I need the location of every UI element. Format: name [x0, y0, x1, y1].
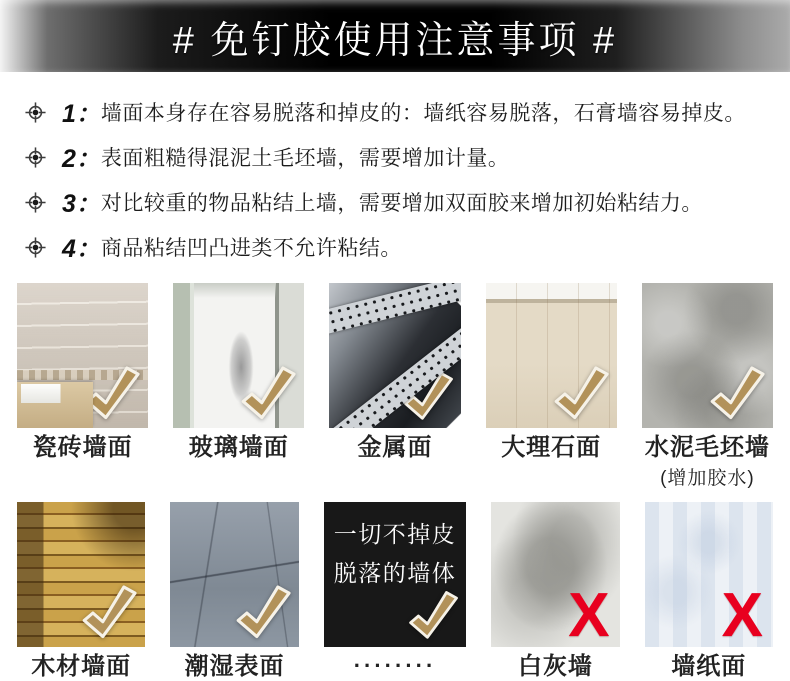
overlay-text-line: 脱落的墙体: [333, 560, 457, 587]
note-text: 对比较重的物品粘结上墙，需要增加双面胶来增加初始粘结力。: [100, 192, 703, 215]
notes-list: [24, 98, 790, 261]
check-icon: [405, 588, 461, 644]
surface-label: 水泥毛坯墙: [644, 434, 770, 461]
note-number: 3：: [62, 190, 101, 218]
surface-label: ········: [353, 653, 437, 679]
wallpaper-surface-photo: [645, 502, 773, 647]
surface-card-cement-rough-wall: [642, 283, 773, 490]
non-peeling-walls-card: [324, 502, 467, 647]
surface-grid-row1: [0, 283, 790, 490]
surface-card-wood-wall: [17, 502, 145, 680]
cement-rough-wall-photo: [642, 283, 773, 428]
crosshair-icon: [24, 236, 47, 259]
note-text: 商品粘结凹凸进类不允许粘结。: [100, 237, 402, 260]
metal-surface-photo: [329, 283, 460, 428]
crosshair-icon: [24, 146, 47, 169]
x-icon: X: [721, 581, 763, 648]
damp-surface-photo: [170, 502, 298, 647]
note-number: 4：: [62, 235, 101, 263]
lime-wall-photo: [491, 502, 619, 647]
surface-label: 木材墙面: [31, 653, 132, 681]
ceramic-tile-wall-photo: [17, 283, 148, 428]
note-number: 1：: [62, 100, 101, 128]
surface-card-metal-surface: [329, 283, 460, 490]
note-text: 墙面本身存在容易脱落和掉皮的：墙纸容易脱落，石膏墙容易掉皮。: [100, 102, 746, 125]
note-item-3: [24, 188, 790, 216]
surface-card-non-peeling-walls: [324, 502, 467, 680]
check-icon: [78, 582, 140, 644]
surface-label: 白灰墙: [517, 653, 593, 681]
surface-sublabel: (增加胶水): [660, 468, 755, 490]
check-icon: [706, 363, 768, 425]
surface-label: 金属面: [357, 434, 433, 461]
check-icon: [237, 363, 299, 425]
check-icon: [232, 582, 294, 644]
note-item-1: [24, 98, 790, 126]
crosshair-icon: [24, 101, 47, 124]
surface-label: 瓷砖墙面: [32, 434, 133, 461]
surface-card-wallpaper-surface: [645, 502, 773, 680]
page-title: # 免钉胶使用注意事项 #: [172, 19, 618, 62]
surface-card-marble-surface: [486, 283, 617, 490]
surface-card-damp-surface: [170, 502, 298, 680]
note-number: 2：: [62, 145, 101, 173]
marble-surface-photo: [486, 283, 617, 428]
surface-card-glass-wall: [173, 283, 304, 490]
header-banner: [0, 0, 790, 72]
surface-card-ceramic-tile-wall: [17, 283, 148, 490]
surface-label: 玻璃墙面: [188, 434, 289, 461]
wood-wall-photo: [17, 502, 145, 647]
glass-wall-photo: [173, 283, 304, 428]
check-icon: [81, 363, 143, 425]
note-text: 表面粗糙得混泥土毛坯墙，需要增加计量。: [100, 147, 510, 170]
overlay-text-line: 一切不掉皮: [333, 521, 457, 548]
crosshair-icon: [24, 191, 47, 214]
x-icon: X: [568, 581, 610, 648]
note-item-2: [24, 143, 790, 171]
surface-label: 潮湿表面: [184, 653, 285, 681]
check-icon: [550, 363, 612, 425]
surface-label: 墙纸面: [671, 653, 747, 681]
surface-label: 大理石面: [501, 434, 602, 461]
check-icon: [400, 369, 456, 425]
note-item-4: [24, 233, 790, 261]
surface-card-lime-wall: [491, 502, 619, 680]
surface-grid-row2: [0, 502, 790, 680]
